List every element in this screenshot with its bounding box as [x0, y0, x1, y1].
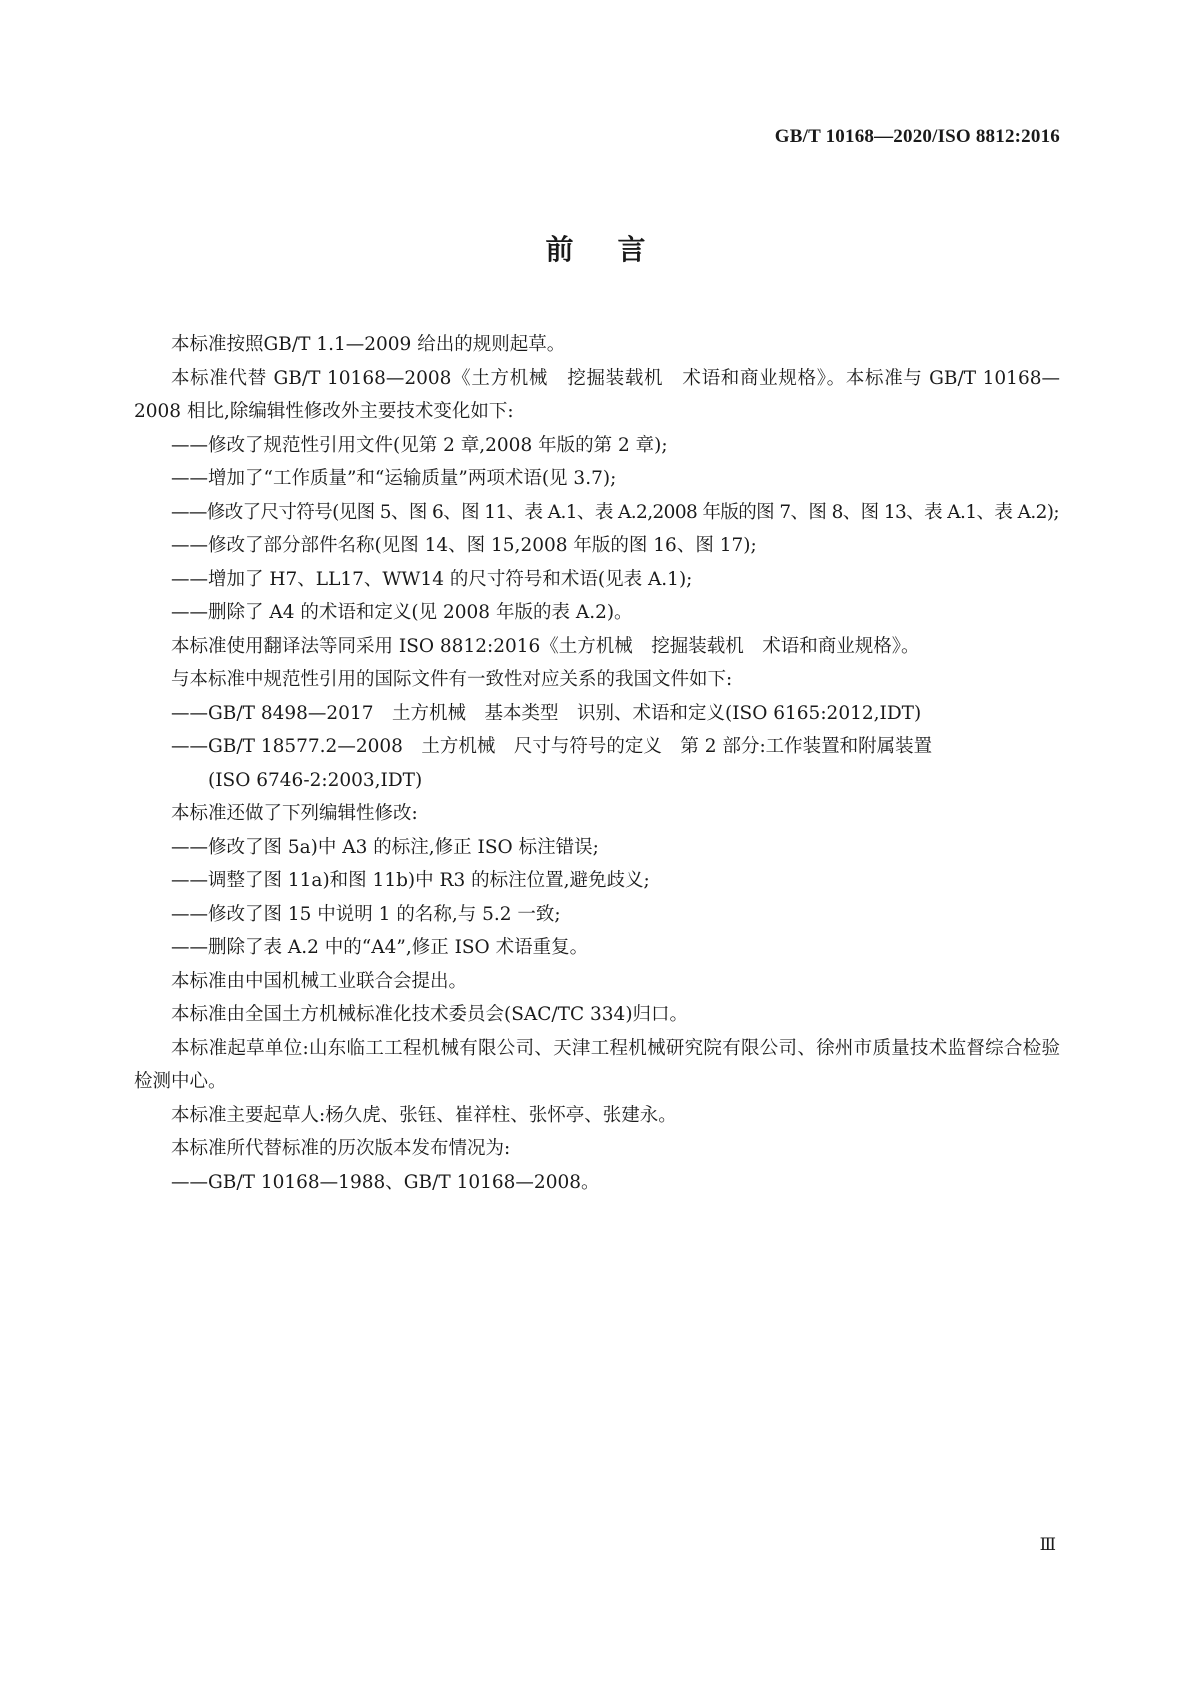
foreword-body [134, 328, 1060, 1199]
change-item-4: ——修改了部分部件名称(见图 14、图 15,2008 年版的图 16、图 17); [171, 535, 757, 556]
paragraph-drafters: 本标准主要起草人:杨久虎、张钰、崔祥柱、张怀亭、张建永。 [171, 1104, 677, 1126]
paragraph-drafting-rules: 本标准按照GB/T 1.1—2009 给出的规则起草。 [171, 334, 566, 355]
editorial-item-4: ——删除了表 A.2 中的“A4”,修正 ISO 术语重复。 [171, 937, 589, 958]
editorial-item-2: ——调整了图 11a)和图 11b)中 R3 的标注位置,避免歧义; [171, 870, 650, 891]
editorial-item-3: ——修改了图 15 中说明 1 的名称,与 5.2 一致; [171, 903, 561, 925]
paragraph-centralized-by: 本标准由全国土方机械标准化技术委员会(SAC/TC 334)归口。 [171, 1004, 689, 1025]
page-title: 前言 [545, 233, 690, 266]
standard-code-header: GB/T 10168—2020/ISO 8812:2016 [774, 126, 1060, 147]
paragraph-correspondence: 与本标准中规范性引用的国际文件有一致性对应关系的我国文件如下: [171, 669, 733, 690]
reference-item-2: ——GB/T 18577.2—2008 土方机械 尺寸与符号的定义 第 2 部分:工作装置和附属装置 [171, 736, 933, 757]
reference-item-1: ——GB/T 8498—2017 土方机械 基本类型 识别、术语和定义(ISO 6165:2012,IDT) [171, 702, 922, 724]
change-item-2: ——增加了“工作质量”和“运输质量”两项术语(见 3.7); [171, 468, 617, 489]
reference-item-2-continued: (ISO 6746-2:2003,IDT) [208, 769, 423, 791]
paragraph-drafting-units: 本标准起草单位:山东临工工程机械有限公司、天津工程机械研究院有限公司、徐州市质量技术监督综合检验检测中心。 [134, 1037, 1060, 1092]
change-item-6: ——删除了 A4 的术语和定义(见 2008 年版的表 A.2)。 [171, 602, 633, 623]
history-item-1: ——GB/T 10168—1988、GB/T 10168—2008。 [171, 1171, 600, 1193]
paragraph-editorial: 本标准还做了下列编辑性修改: [171, 803, 418, 824]
editorial-item-1: ——修改了图 5a)中 A3 的标注,修正 ISO 标注错误; [171, 836, 599, 858]
paragraph-proposed-by: 本标准由中国机械工业联合会提出。 [171, 970, 468, 992]
change-item-3: ——修改了尺寸符号(见图 5、图 6、图 11、表 A.1、表 A.2,2008 年版的图 7、图 8、图 13、表 A.1、表 A.2); [171, 501, 1060, 523]
change-item-5: ——增加了 H7、LL17、WW14 的尺寸符号和术语(见表 A.1); [171, 568, 693, 590]
change-item-1: ——修改了规范性引用文件(见第 2 章,2008 年版的第 2 章); [171, 434, 668, 456]
paragraph-history: 本标准所代替标准的历次版本发布情况为: [171, 1138, 511, 1159]
paragraph-translation: 本标准使用翻译法等同采用 ISO 8812:2016《土方机械 挖掘装载机 术语和商业规格》。 [171, 635, 920, 657]
page-number: Ⅲ [1039, 1535, 1056, 1554]
paragraph-replaces: 本标准代替 GB/T 10168—2008《土方机械 挖掘装载机 术语和商业规格》。本标准与 GB/T 10168—2008 相比,除编辑性修改外主要技术变化如下: [134, 367, 1060, 422]
